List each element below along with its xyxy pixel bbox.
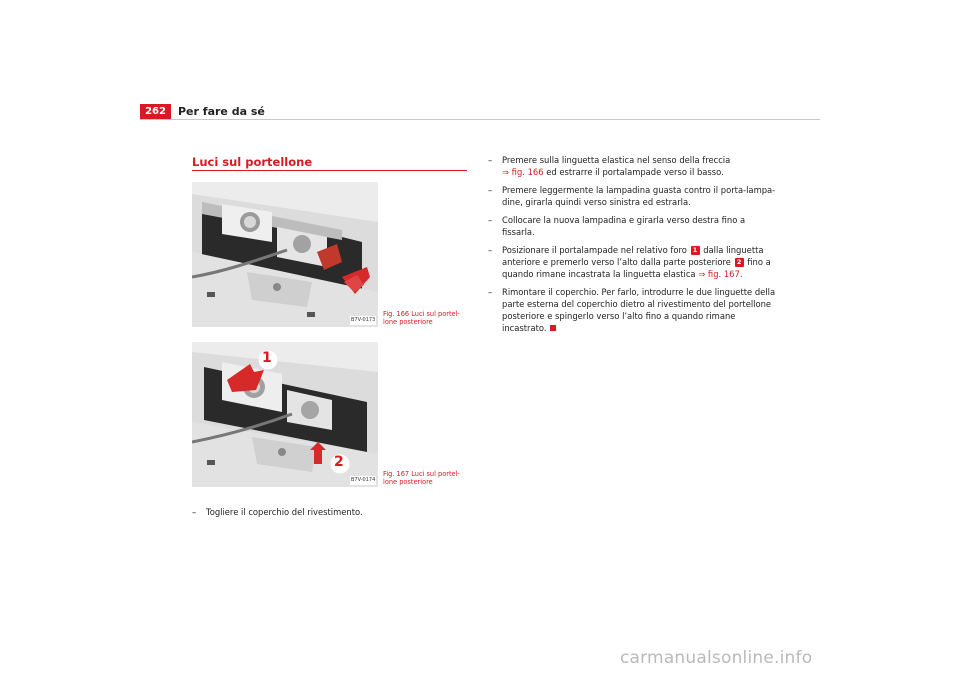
step-3-line2: fissarla. bbox=[502, 227, 535, 237]
steps-list bbox=[488, 154, 778, 334]
step-4-line2a: anteriore e premerlo verso l’alto dalla parte posteriore bbox=[502, 257, 734, 267]
step-5-line3: posteriore e spingerlo verso l’alto fino a quando rimane bbox=[502, 311, 736, 321]
step-4 bbox=[488, 244, 778, 280]
step-1-line1: Premere sulla linguetta elastica nel senso della freccia bbox=[502, 155, 731, 165]
step-4-line3b: . bbox=[739, 269, 743, 279]
step-1-line2: ed estrarre il portalampade verso il basso. bbox=[543, 167, 724, 177]
figure-166-image bbox=[192, 182, 378, 327]
step-3 bbox=[488, 214, 778, 238]
figure-167-marker-1: 1 bbox=[262, 350, 272, 366]
step-3-line1: Collocare la nuova lampadina e girarla verso destra fino a bbox=[502, 215, 746, 225]
page-header-title: Per fare da sé bbox=[178, 105, 265, 118]
step-4-dash: – bbox=[488, 245, 493, 255]
figure-167-caption bbox=[383, 470, 473, 486]
figure-167-caption-line2: lone posteriore bbox=[383, 478, 433, 486]
step-2-line2: dine, girarla quindi verso sinistra ed estrarla. bbox=[502, 197, 691, 207]
step-5 bbox=[488, 286, 778, 334]
step-2-line1: Premere leggermente la lampadina guasta contro il porta-lampa- bbox=[502, 185, 776, 195]
step-1 bbox=[488, 154, 778, 178]
figure-166-caption-line2: lone posteriore bbox=[383, 318, 433, 326]
step-5-line4: incastrato. bbox=[502, 323, 547, 333]
marker-2-badge: 2 bbox=[735, 258, 744, 267]
step-4-line1b: dalla linguetta bbox=[700, 245, 764, 255]
figure-167-code: B7V-0174 bbox=[351, 477, 376, 483]
end-of-section-icon bbox=[550, 325, 556, 331]
step-5-dash: – bbox=[488, 287, 493, 297]
left-step bbox=[192, 506, 363, 518]
step-2-dash: – bbox=[488, 185, 493, 195]
step-4-line3a: quando rimane incastrata la linguetta elastica bbox=[502, 269, 699, 279]
figure-167-image bbox=[192, 342, 378, 487]
figure-167-marker-2: 2 bbox=[334, 454, 344, 470]
fig-166-link[interactable]: ⇒ fig. 166 bbox=[502, 167, 544, 177]
fig-167-link[interactable]: ⇒ fig. 167 bbox=[698, 269, 740, 279]
figure-166-caption bbox=[383, 310, 473, 326]
left-step-text: Togliere il coperchio del rivestimento. bbox=[206, 507, 363, 517]
figure-166-code: B7V-0173 bbox=[351, 317, 376, 323]
left-step-dash: – bbox=[192, 507, 197, 517]
step-5-line2: parte esterna del coperchio dietro al rivestimento del portellone bbox=[502, 299, 772, 309]
step-4-line1a: Posizionare il portalampade nel relativo foro bbox=[502, 245, 690, 255]
marker-1-badge: 1 bbox=[691, 246, 700, 255]
step-2 bbox=[488, 184, 778, 208]
section-divider bbox=[192, 170, 467, 171]
figure-166-caption-line1: Fig. 166 Luci sul portel- bbox=[383, 310, 460, 318]
figure-167-caption-line1: Fig. 167 Luci sul portel- bbox=[383, 470, 460, 478]
step-5-line1: Rimontare il coperchio. Per farlo, introdurre le due linguette della bbox=[502, 287, 776, 297]
page-number: 262 bbox=[140, 104, 171, 119]
step-1-dash: – bbox=[488, 155, 493, 165]
watermark: carmanualsonline.info bbox=[620, 648, 813, 668]
header-divider bbox=[140, 119, 820, 120]
step-3-dash: – bbox=[488, 215, 493, 225]
section-title: Luci sul portellone bbox=[192, 155, 313, 169]
step-4-line2b: fino a bbox=[744, 257, 771, 267]
